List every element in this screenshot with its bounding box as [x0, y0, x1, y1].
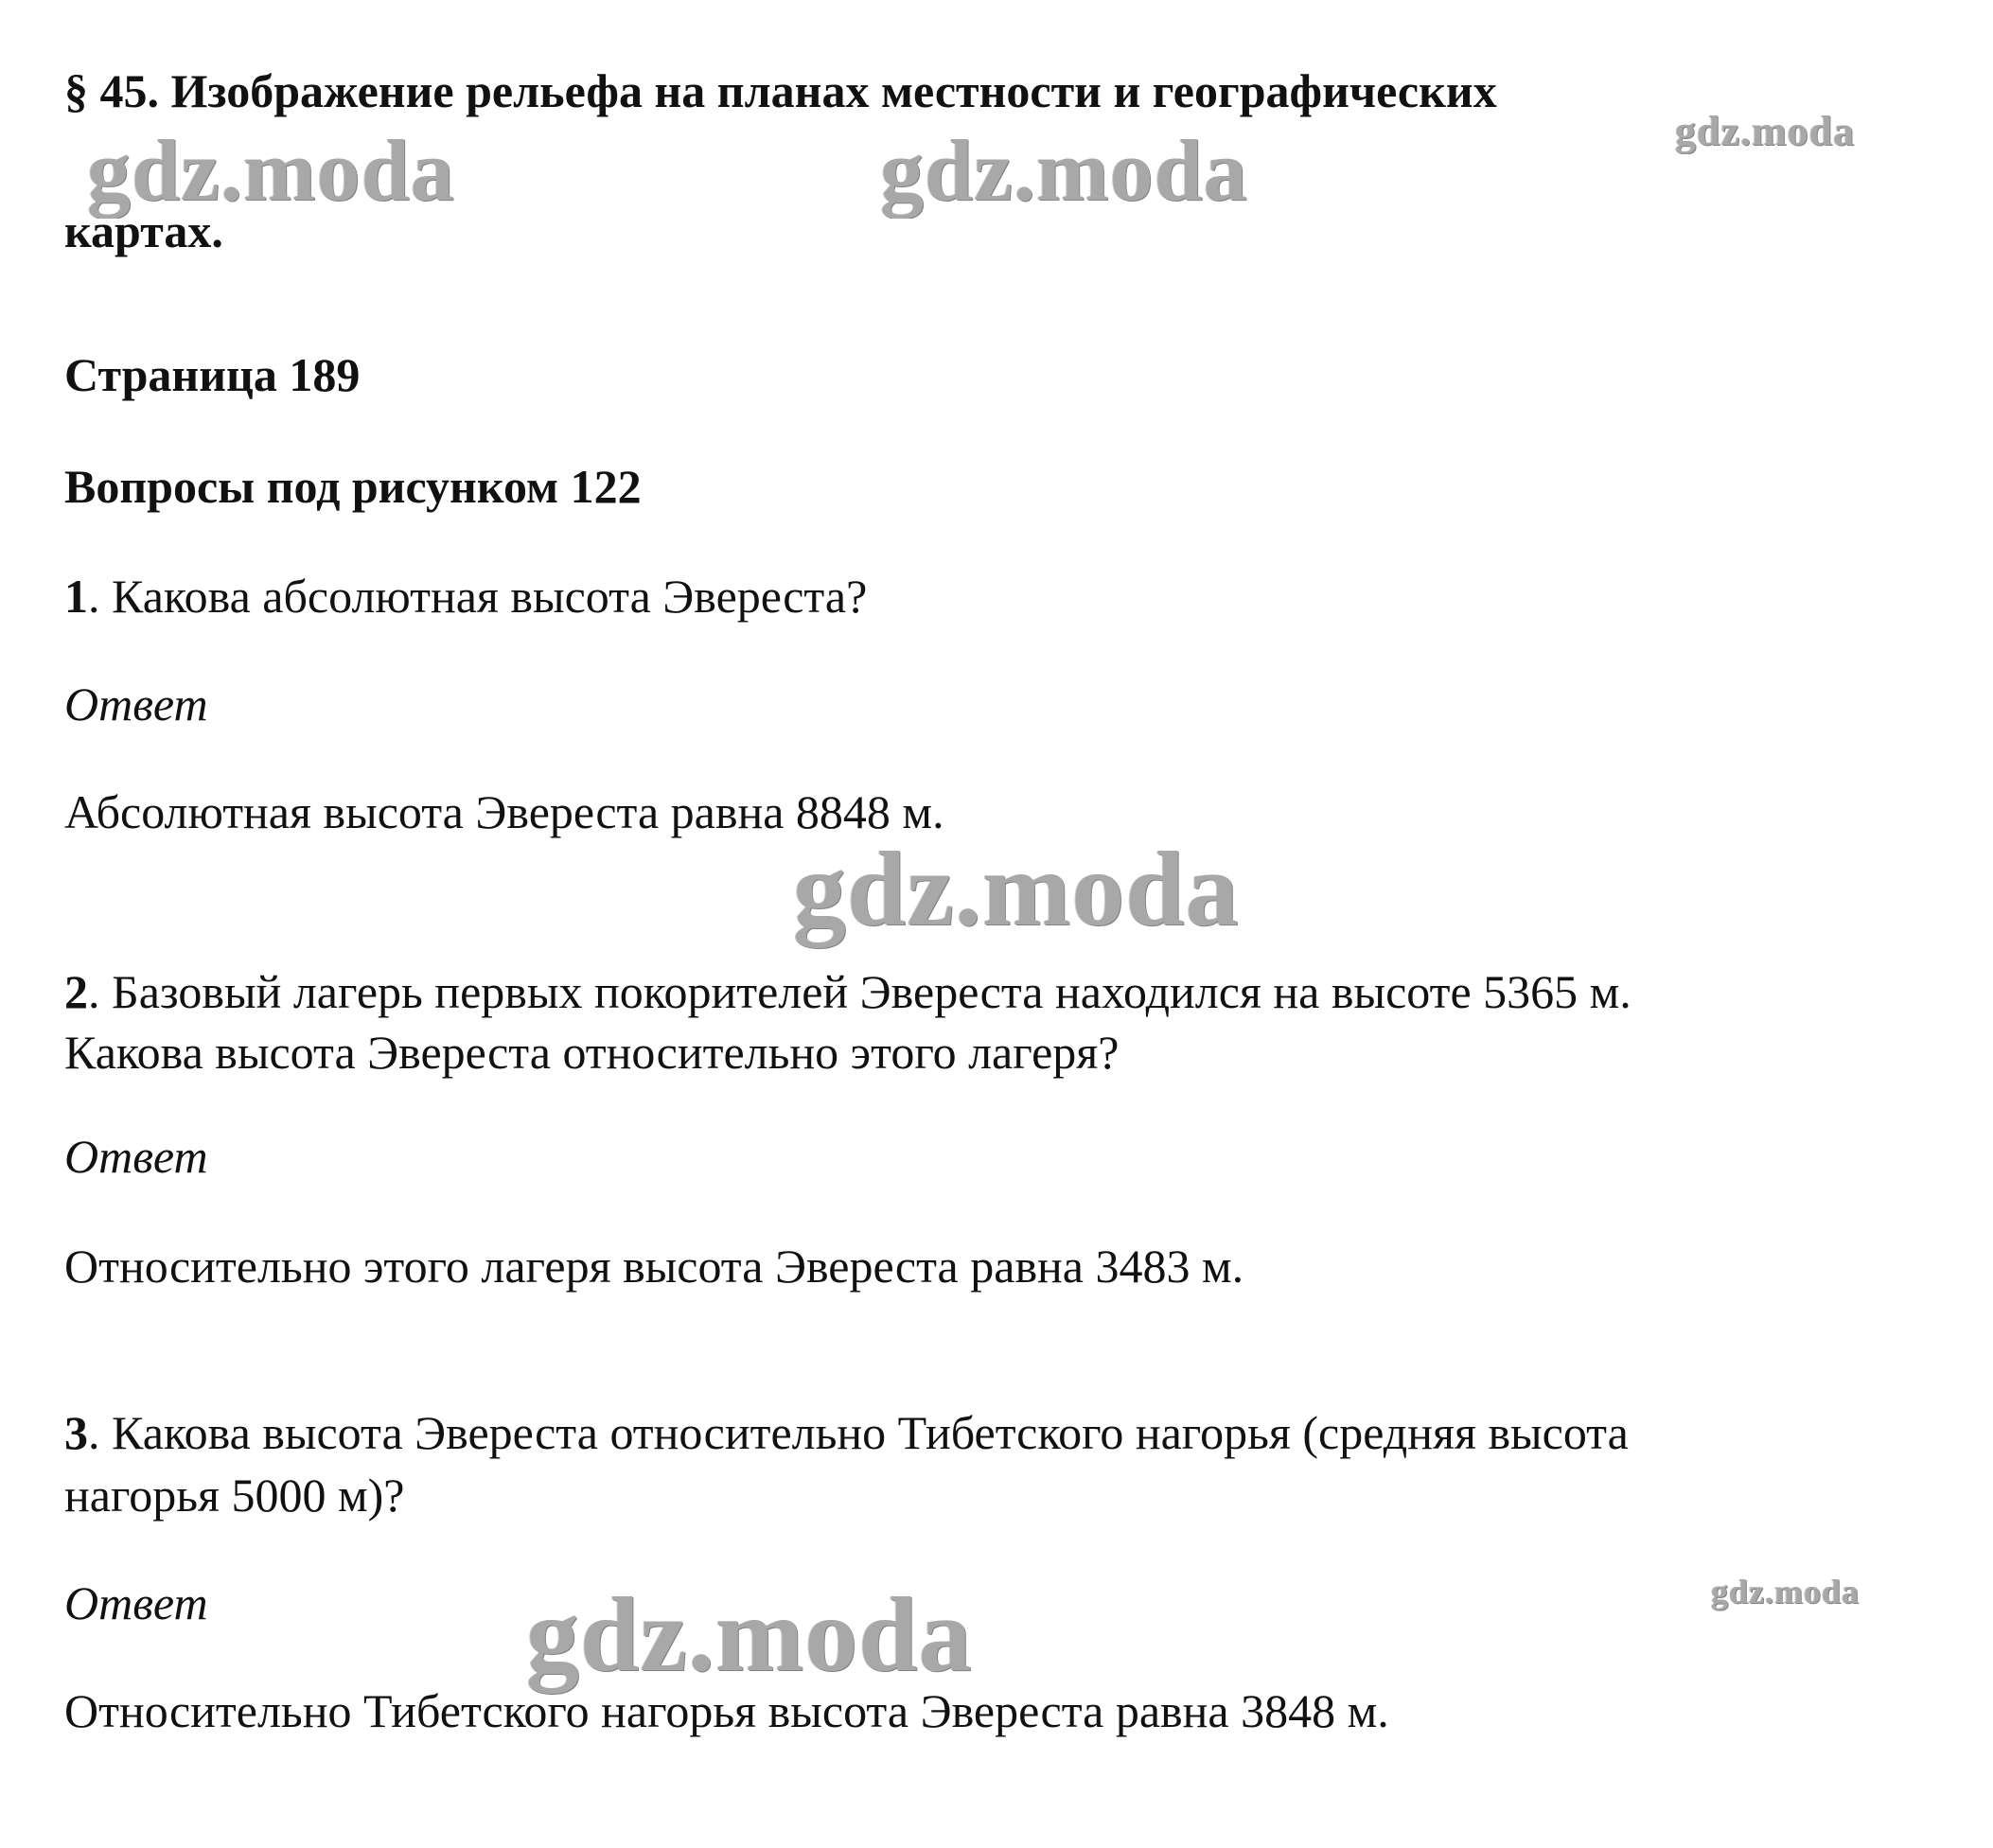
- answer-3: Относительно Тибетского нагорья высота Эвереста равна 3848 м.: [64, 1684, 1389, 1737]
- question-number: 2: [64, 965, 88, 1018]
- question-text: . Какова абсолютная высота Эвереста?: [88, 570, 868, 623]
- answer-1: Абсолютная высота Эвереста равна 8848 м.: [64, 785, 944, 838]
- question-text: . Какова высота Эвереста относительно Тибетского нагорья (средняя высота: [88, 1406, 1629, 1459]
- question-3-line-2: нагорья 5000 м)?: [64, 1469, 405, 1522]
- page-label: Страница 189: [64, 348, 361, 401]
- watermark: gdz.moda: [526, 1576, 973, 1694]
- answer-label-3: Ответ: [64, 1576, 208, 1629]
- question-1: [64, 566, 867, 626]
- question-2: [64, 961, 1631, 1022]
- heading-line-1: § 45. Изображение рельефа на планах местности и географических: [64, 64, 1497, 117]
- watermark: gdz.moda: [880, 122, 1248, 219]
- question-text: . Базовый лагерь первых покорителей Эвереста находился на высоте 5365 м.: [88, 965, 1631, 1018]
- answer-label-2: Ответ: [64, 1130, 208, 1183]
- heading-line-2: картах.: [64, 204, 223, 257]
- answer-label-1: Ответ: [64, 678, 208, 730]
- answer-2: Относительно этого лагеря высота Эвереста равна 3483 м.: [64, 1240, 1244, 1293]
- question-number: 3: [64, 1406, 88, 1459]
- question-2-line-2: Какова высота Эвереста относительно этого лагеря?: [64, 1026, 1120, 1079]
- watermark: gdz.moda: [793, 831, 1240, 948]
- watermark: gdz.moda: [1675, 108, 1856, 154]
- question-number: 1: [64, 570, 88, 623]
- watermark: gdz.moda: [1711, 1573, 1861, 1610]
- watermark: gdz.moda: [87, 122, 455, 219]
- section-title: Вопросы под рисунком 122: [64, 460, 642, 513]
- question-3: [64, 1402, 1629, 1463]
